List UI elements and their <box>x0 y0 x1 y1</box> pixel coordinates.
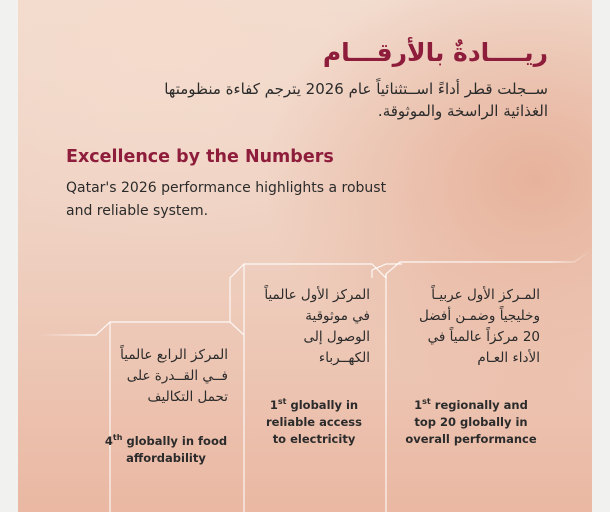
rank-suffix: st <box>277 397 287 406</box>
rank-number: 1 <box>414 397 423 412</box>
step-1st-electricity <box>258 285 370 448</box>
step-4th-affordability <box>104 345 228 467</box>
rank-suffix: th <box>112 433 123 442</box>
step-arabic-text: المـركز الأول عربيـاً وخليجياً وضمـن أفضل 20 مركزاً عالمياً في الأداء العـام <box>418 287 540 366</box>
step-1st-regional <box>402 285 540 448</box>
step-english-text <box>258 393 370 448</box>
step-english-text <box>402 393 540 448</box>
infographic-card <box>18 0 592 512</box>
rank-description: globally in reliable access to electricity <box>266 397 362 446</box>
step-english-text <box>104 429 228 467</box>
rank-description: globally in food affordability <box>122 433 228 465</box>
arabic-subtitle: ســجلت قطر أداءً اســتثنائياً عام 2026 يترجم كفاءة منظومتها الغذائية الراسخة والموثوقة. <box>164 80 548 120</box>
rank-number: 1 <box>269 397 278 412</box>
rank-description: regionally and top 20 globally in overall performance <box>405 397 537 446</box>
step-arabic-text: المركز الأول عالمياً في موثوقية الوصول إلى الكهــرباء <box>264 287 370 366</box>
rank-number: 4 <box>104 433 113 448</box>
ranking-steps <box>18 0 592 512</box>
step-arabic-text: المركز الرابع عالمياً فــي القــدرة على تحمل التكاليف <box>120 347 228 405</box>
english-title: Excellence by the Numbers <box>66 147 334 167</box>
english-subtitle: Qatar's 2026 performance highlights a robust and reliable system. <box>66 180 387 219</box>
rank-suffix: st <box>422 397 431 406</box>
arabic-title: ريــــادةٌ بالأرقـــام <box>322 38 548 67</box>
